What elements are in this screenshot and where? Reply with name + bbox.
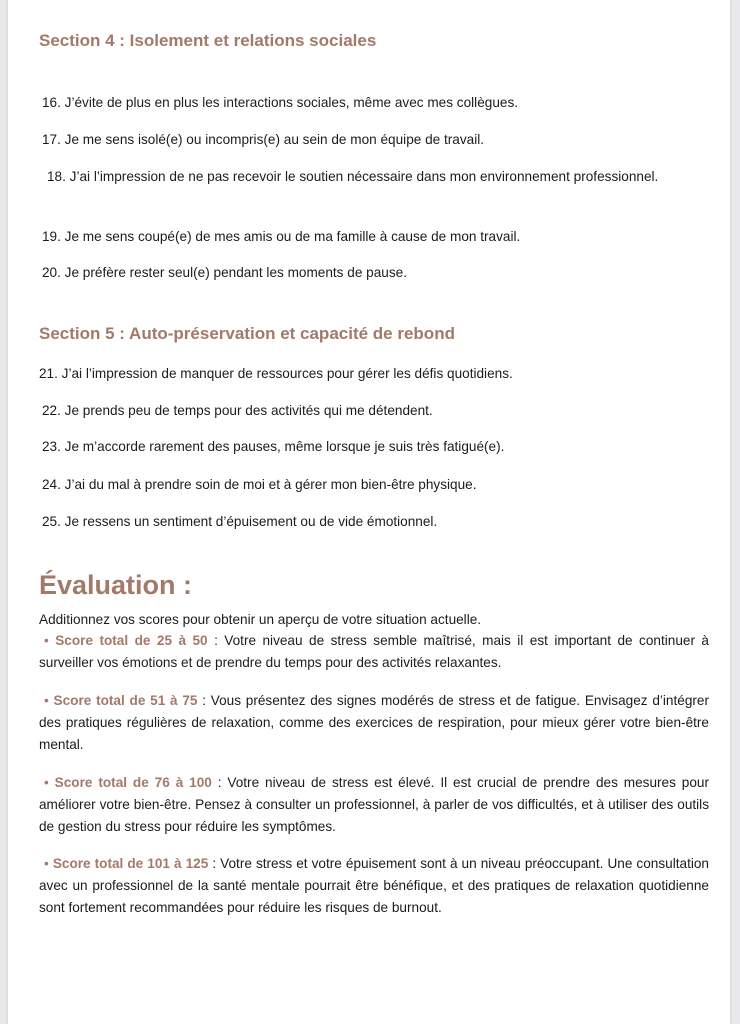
score-label: Score total de 51 à 75 — [53, 693, 198, 708]
question-16: 16. J’évite de plus en plus les interactions sociales, même avec mes collègues. — [42, 95, 519, 110]
evaluation-intro: Additionnez vos scores pour obtenir un aperçu de votre situation actuelle. — [39, 612, 482, 627]
question-18: 18. J’ai l’impression de ne pas recevoir le soutien nécessaire dans mon environnement professionnel. — [47, 169, 659, 184]
evaluation-title: Évaluation : — [39, 570, 193, 600]
score-description: : Votre niveau de stress semble maîtrisé, mais il est important de continuer à surveiller vos émotions et de prendre du temps pour des activités relaxantes. — [39, 633, 709, 670]
question-20: 20. Je préfère rester seul(e) pendant les moments de pause. — [42, 265, 407, 280]
score-range-3 — [39, 772, 709, 838]
score-label: Score total de 76 à 100 — [54, 775, 212, 790]
bullet-icon: • — [44, 693, 49, 708]
score-range-1 — [39, 630, 709, 674]
score-description: : Vous présentez des signes modérés de stress et de fatigue. Envisagez d’intégrer des pratiques régulières de relaxation, comme des exercices de respiration, pour mieux gérer votre bien-être mental. — [39, 693, 709, 752]
bullet-icon: • — [44, 775, 49, 790]
section-4-title: Section 4 : Isolement et relations sociales — [39, 31, 377, 50]
score-description: : Votre stress et votre épuisement sont à un niveau préoccupant. Une consultation avec un professionnel de la santé mentale pourrait être bénéfique, et des pratiques de relaxation quotidienne sont fortement recommandées pour réduire les risques de burnout. — [39, 856, 709, 915]
question-21: 21. J’ai l’impression de manquer de ressources pour gérer les défis quotidiens. — [39, 366, 513, 381]
score-label: Score total de 25 à 50 — [55, 633, 208, 648]
question-22: 22. Je prends peu de temps pour des activités qui me détendent. — [42, 403, 433, 418]
bullet-icon: • — [44, 633, 49, 648]
score-description: : Votre niveau de stress est élevé. Il est crucial de prendre des mesures pour améliorer votre bien-être. Pensez à consulter un professionnel, à parler de vos difficultés, et à utiliser des outils de gestion du stress pour réduire les symptômes. — [39, 775, 710, 834]
document-page — [8, 0, 730, 1024]
section-5-title: Section 5 : Auto-préservation et capacité de rebond — [39, 324, 455, 343]
question-19: 19. Je me sens coupé(e) de mes amis ou de ma famille à cause de mon travail. — [42, 229, 521, 244]
question-23: 23. Je m’accorde rarement des pauses, même lorsque je suis très fatigué(e). — [42, 439, 505, 454]
score-label: Score total de 101 à 125 — [52, 856, 209, 871]
score-range-2 — [39, 690, 709, 756]
question-25: 25. Je ressens un sentiment d’épuisement ou de vide émotionnel. — [42, 514, 438, 529]
score-range-4 — [39, 853, 709, 919]
bullet-icon: • — [44, 856, 49, 871]
question-17: 17. Je me sens isolé(e) ou incompris(e) au sein de mon équipe de travail. — [42, 132, 485, 147]
question-24: 24. J’ai du mal à prendre soin de moi et à gérer mon bien-être physique. — [42, 477, 477, 492]
